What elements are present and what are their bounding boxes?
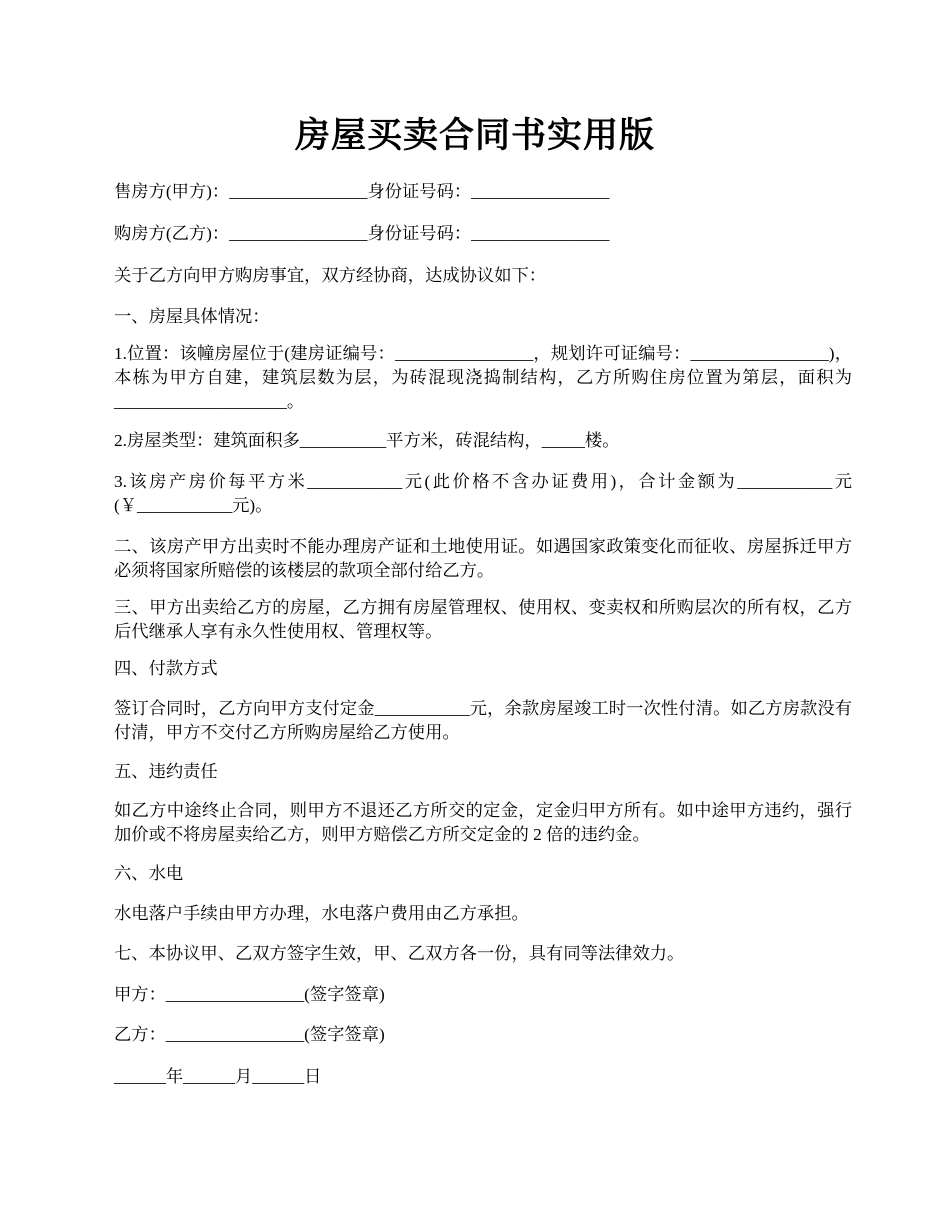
document-title: 房屋买卖合同书实用版 — [294, 116, 655, 155]
date-line: ______年______月______日 — [114, 1067, 322, 1086]
intro-paragraph: 关于乙方向甲方购房事宜，双方经协商，达成协议如下： — [114, 266, 547, 285]
section-1-type: 2.房屋类型：建筑面积多__________平方米，砖混结构，_____楼。 — [114, 431, 620, 450]
section-6-body: 水电落户手续由甲方办理，水电落户费用由乙方承担。 — [114, 904, 529, 923]
section-5-body: 如乙方中途终止合同，则甲方不退还乙方所交的定金，定金归甲方所有。如中途甲方违约，强行加价或不将房屋卖给乙方，则甲方赔偿乙方所交定金的 2 倍的违约金。 — [114, 801, 852, 844]
seller-line: 售房方(甲方)：________________身份证号码：________________ — [114, 182, 610, 201]
section-1-price: 3.该房产房价每平方米___________元(此价格不含办证费用)，合计金额为___________元(￥___________元)。 — [114, 472, 852, 515]
section-1-location: 1.位置：该幢房屋位于(建房证编号：________________，规划许可证编号：________________)，本栋为甲方自建，建筑层数为层，为砖混现浇捣制结构，乙方所购住房位置为第层，面积为____________________。 — [114, 344, 852, 411]
buyer-line: 购房方(乙方)：________________身份证号码：________________ — [114, 224, 610, 243]
section-6-heading: 六、水电 — [114, 864, 184, 883]
section-3-paragraph: 三、甲方出卖给乙方的房屋，乙方拥有房屋管理权、使用权、变卖权和所购层次的所有权，乙方后代继承人享有永久性使用权、管理权等。 — [114, 598, 852, 641]
signature-party-b: 乙方：________________(签字签章) — [114, 1025, 385, 1044]
section-4-body: 签订合同时，乙方向甲方支付定金___________元，余款房屋竣工时一次性付清。如乙方房款没有付清，甲方不交付乙方所购房屋给乙方使用。 — [114, 699, 852, 742]
section-1-heading: 一、房屋具体情况： — [114, 307, 270, 326]
section-4-heading: 四、付款方式 — [114, 659, 218, 678]
section-5-heading: 五、违约责任 — [114, 762, 218, 781]
section-7-paragraph: 七、本协议甲、乙双方签字生效，甲、乙双方各一份，具有同等法律效力。 — [114, 944, 685, 963]
signature-party-a: 甲方：________________(签字签章) — [114, 985, 385, 1004]
section-2-paragraph: 二、该房产甲方出卖时不能办理房产证和土地使用证。如遇国家政策变化而征收、房屋拆迁甲方必须将国家所赔偿的该楼层的款项全部付给乙方。 — [114, 537, 852, 580]
